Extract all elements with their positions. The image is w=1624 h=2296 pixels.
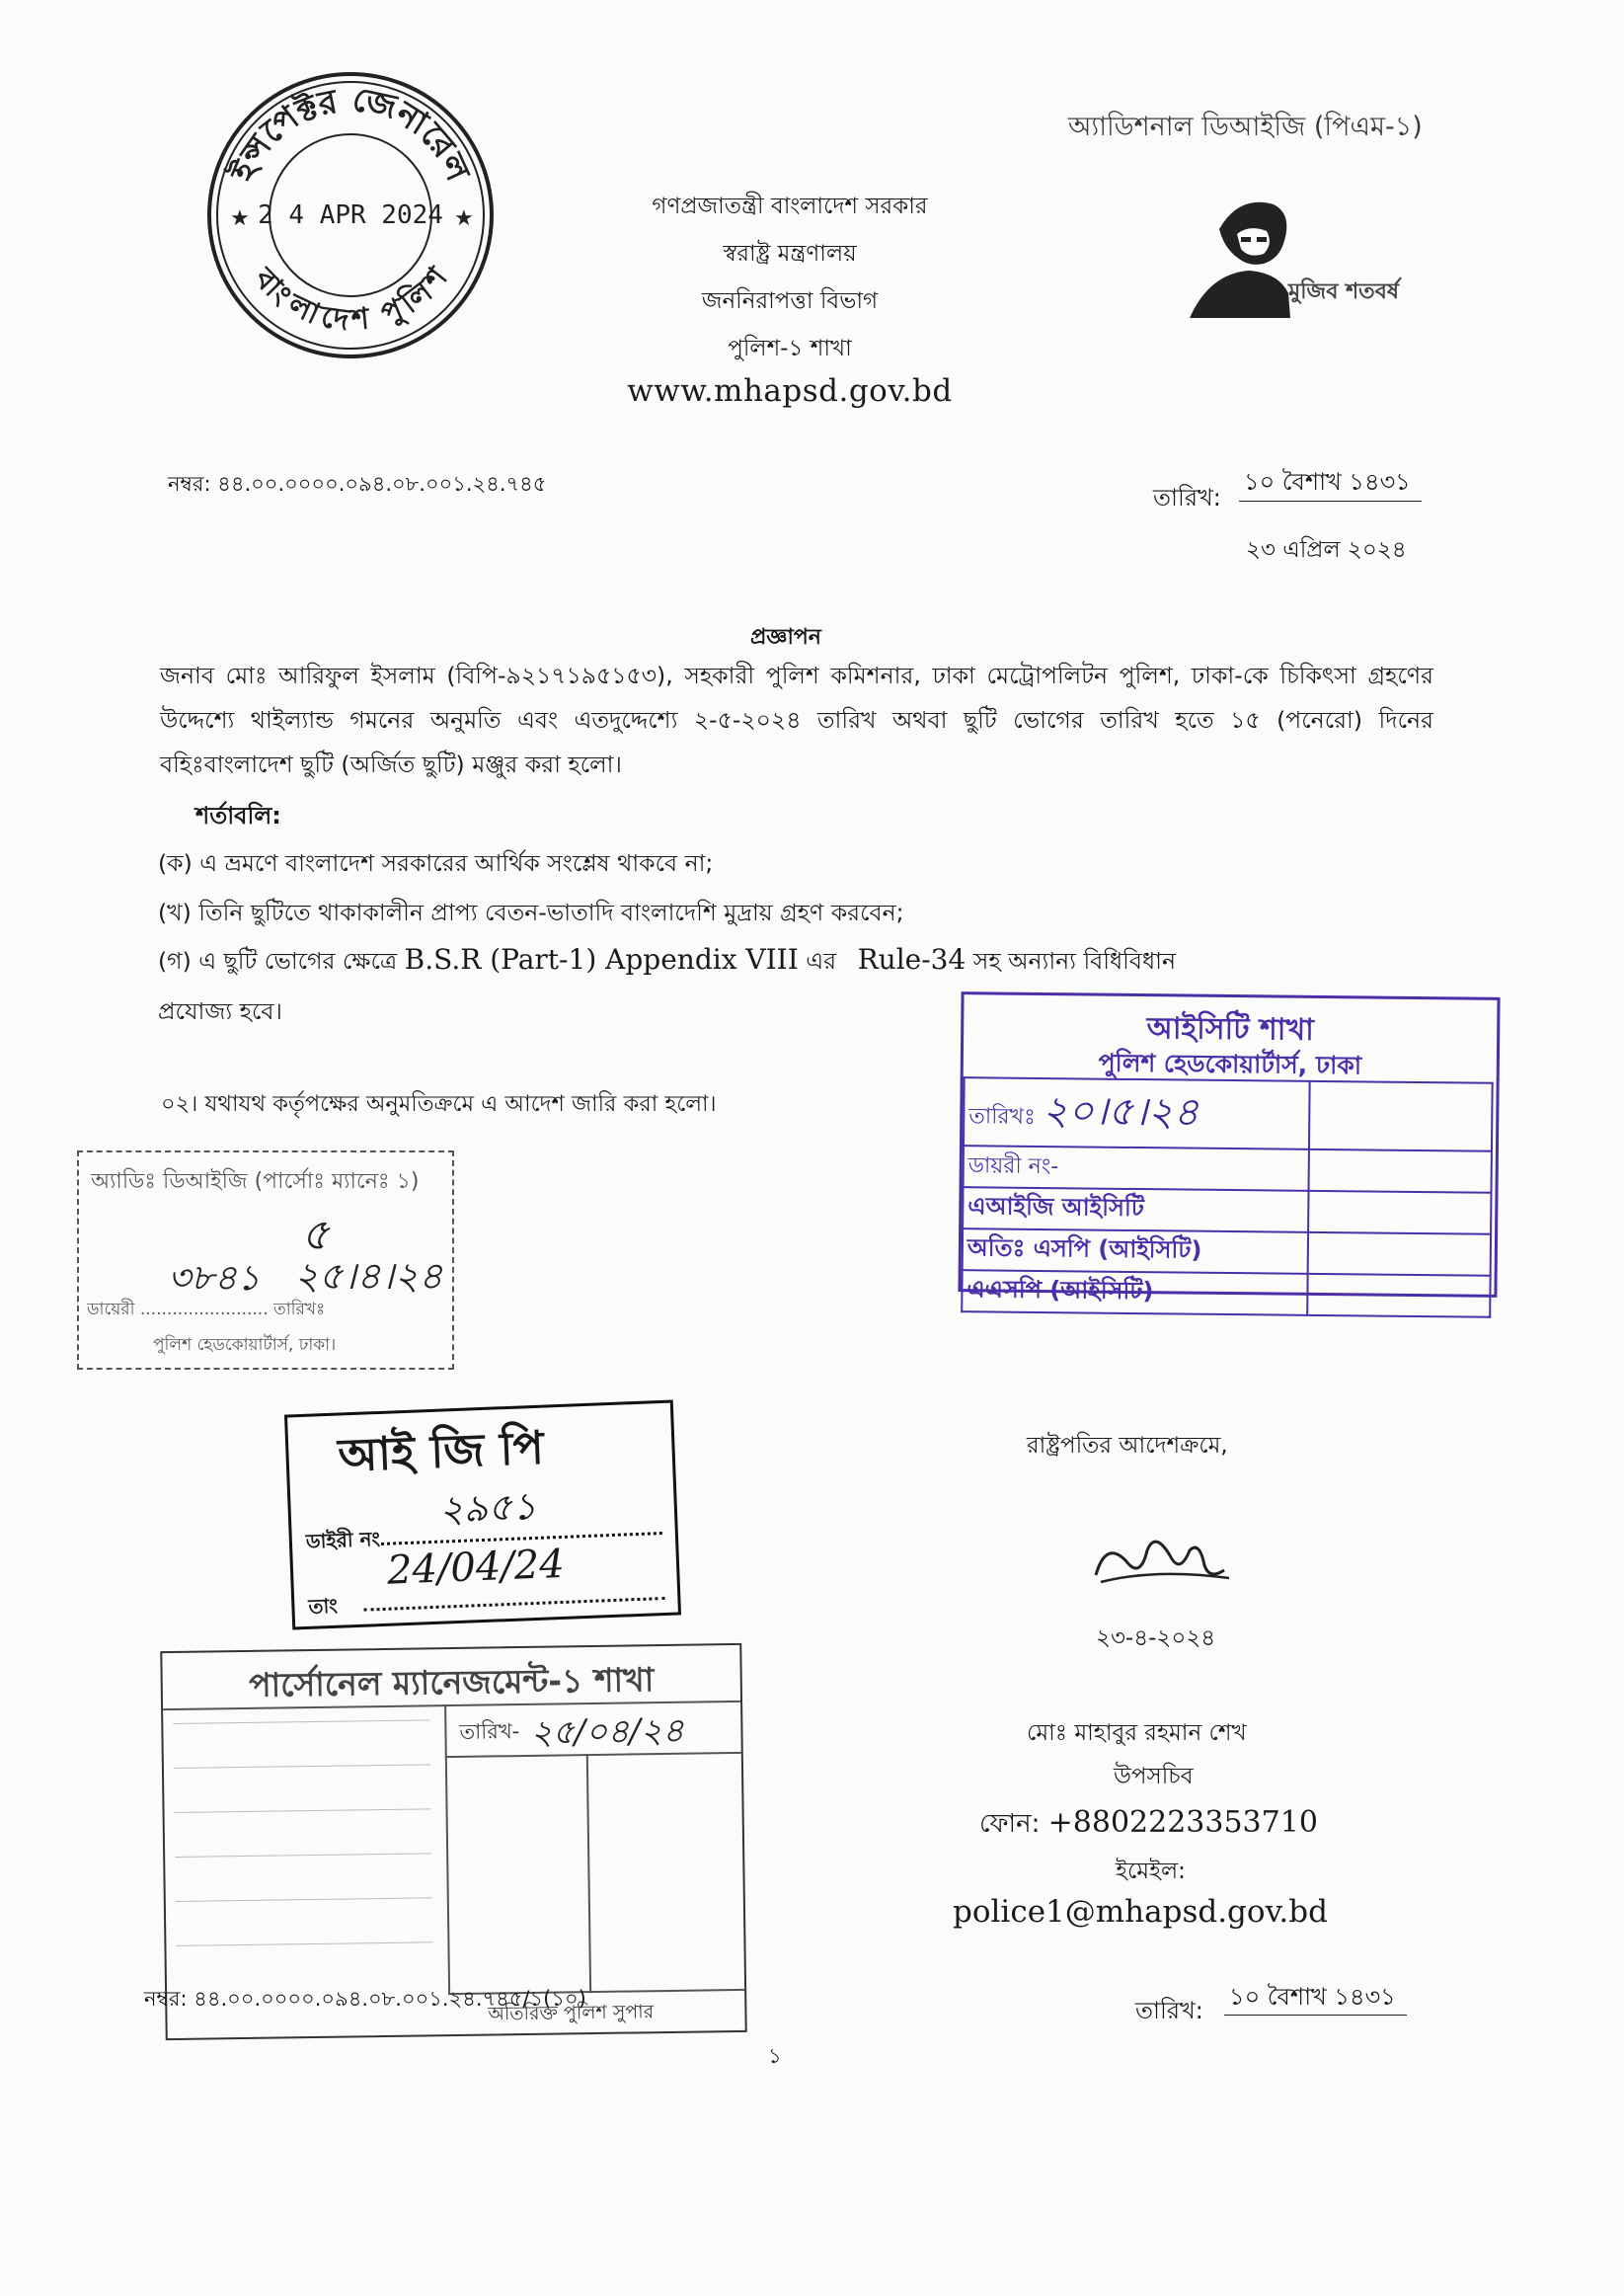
pm-faint-row-1 [173, 1718, 429, 1724]
igp-date-hand: 24/04/24 [386, 1541, 566, 1594]
pm-faint-row-2 [174, 1763, 430, 1769]
memo-number-copy: নম্বর: ৪৪.০০.০০০০.০৯৪.০৮.০০১.২৪.৭৪৫/১(১০) [144, 1987, 586, 2011]
order-line: ০২। যথাযথ কর্তৃপক্ষের অনুমতিক্রমে এ আদেশ জারি করা হলো। [161, 1091, 717, 1117]
dig-diary-line: ডায়েরী ........................ তারিখঃ [87, 1300, 326, 1319]
condition-1: (ক) এ ভ্রমণে বাংলাদেশ সরকারের আর্থিক সংশ্লেষ থাকবে না; [158, 849, 714, 877]
igp-diary-label: ডাইরী নং [305, 1527, 381, 1553]
condition-3-rule-ref: B.S.R (Part-1) Appendix VIII [404, 943, 799, 976]
date-label: তারিখ: [1153, 484, 1221, 512]
condition-3 [158, 943, 1176, 982]
pm-date-hand: ২৫/০৪/২৪ [530, 1710, 685, 1753]
igp-number-hand: ২৯৫১ [437, 1483, 538, 1532]
pm-date-label: তারিখ- [459, 1719, 520, 1744]
ict-row-asp-right [1307, 1274, 1490, 1317]
memo-number: নম্বর: ৪৪.০০.০০০০.০৯৪.০৮.০০১.২৪.৭৪৫ [168, 472, 547, 496]
condition-2: (খ) তিনি ছুটিতে থাকাকালীন প্রাপ্য বেতন-ভাতাদি বাংলাদেশি মুদ্রায় গ্রহণ করবেন; [158, 899, 904, 926]
inspector-general-seal [202, 67, 499, 363]
seal-bottom-text: বাংলাদেশ পুলিশ [247, 261, 455, 339]
pm-faint-row-6 [176, 1940, 432, 1946]
conditions-heading: শর্তাবলি: [195, 802, 281, 830]
ict-row-aig: এআইজি আইসিটি [963, 1187, 1308, 1232]
condition-3-end: প্রযোজ্য হবে। [158, 997, 282, 1025]
ict-row-diary-right [1309, 1149, 1492, 1193]
addl-dig-stamp [77, 1150, 454, 1370]
section-name: পুলিশ-১ শাখা [728, 336, 852, 361]
signatory-phone [979, 1803, 1318, 1847]
by-order-of-president: রাষ্ট্রপতির আদেশক্রমে, [1027, 1433, 1228, 1459]
date2-bangla: ১০ বৈশাখ ১৪৩১ [1229, 1983, 1396, 2011]
dig-date-hand: ২৫।৪।২৪ [294, 1254, 443, 1298]
email-address[interactable]: police1@mhapsd.gov.bd [953, 1894, 1328, 1930]
pm-faint-row-3 [175, 1807, 431, 1813]
website-link[interactable]: www.mhapsd.gov.bd [627, 373, 953, 409]
signature-date: ২৩-৪-২০২৪ [1096, 1625, 1216, 1651]
mujib-borsho-emblem [1180, 190, 1399, 320]
seal-date: 2 4 APR 2024 [258, 200, 443, 230]
dig-stamp-title: অ্যাডিঃ ডিআইজি (পার্সোঃ ম্যানেঃ ১) [91, 1169, 420, 1194]
date2-divider [1224, 2015, 1407, 2016]
igp-date-label: তাং [307, 1593, 339, 1619]
ict-row-aig-right [1308, 1191, 1491, 1234]
ict-row-addl-sp: অতিঃ এসপি (আইসিটি) [963, 1228, 1308, 1274]
ict-stamp-table [961, 1076, 1493, 1318]
igp-stamp-title: আই জি পি [337, 1420, 545, 1482]
page-number: ১ [768, 2044, 782, 2068]
pm-footer: অতিরিক্ত পুলিশ সুপার [488, 2001, 655, 2025]
pm-faint-row-5 [176, 1896, 432, 1902]
ict-row-date [964, 1077, 1310, 1149]
seal-top-text: ইন্সপেক্টর জেনারেল [223, 79, 478, 188]
condition-3-part-a: (গ) এ ছুটি ভোগের ক্ষেত্রে [158, 947, 398, 975]
ict-section-stamp [958, 991, 1500, 1306]
pm-stamp-title: পার্সোনেল ম্যানেজমেন্ট-১ শাখা [248, 1660, 655, 1704]
seal-star-left: ★ [230, 206, 250, 231]
phone-number[interactable]: +8802223353710 [1047, 1805, 1318, 1840]
date-divider [1239, 501, 1422, 502]
personnel-management-stamp [160, 1643, 746, 2040]
igp-stamp [284, 1400, 681, 1630]
ict-date-hand: ২০।৫।২৪ [1042, 1088, 1199, 1136]
pm-vline-1 [444, 1704, 450, 1995]
email-label: ইমেইল: [1116, 1859, 1186, 1884]
govt-name: গণপ্রজাতন্ত্রী বাংলাদেশ সরকার [652, 194, 928, 219]
date2-label: তারিখ: [1135, 1997, 1203, 2024]
ict-row-asp: এএসপি (আইসিটি) [962, 1270, 1307, 1315]
pm-vline-2 [586, 1754, 591, 1993]
emblem-text: মুজিব শতবর্ষ [1288, 279, 1399, 304]
notice-heading: প্রজ্ঞাপন [750, 625, 821, 650]
ict-row-addl-sp-right [1308, 1232, 1491, 1276]
division-name: জননিরাপত্তা বিভাগ [701, 288, 879, 314]
handwritten-signature [1086, 1521, 1234, 1600]
date-english: ২৩ এপ্রিল ২০২৪ [1246, 537, 1407, 563]
ict-stamp-title: আইসিটি শাখা [1146, 1011, 1315, 1048]
dig-diary-hand: ৩৮৪১ [168, 1258, 261, 1299]
signatory-designation: উপসচিব [1114, 1764, 1194, 1789]
condition-3-part-e: সহ অন্যান্য বিধিবিধান [972, 947, 1176, 975]
dig-office: পুলিশ হেডকোয়ার্টার্স, ঢাকা। [153, 1335, 337, 1355]
ict-stamp-subtitle: পুলিশ হেডকোয়ার্টার্স, ঢাকা [1098, 1048, 1362, 1080]
pm-faint-row-4 [175, 1852, 431, 1858]
seal-star-right: ★ [454, 206, 474, 231]
signatory-name: মোঃ মাহাবুর রহমান শেখ [1027, 1720, 1247, 1746]
ict-row-date-right [1309, 1081, 1493, 1151]
additional-dig-note: অ্যাডিশনাল ডিআইজি (পিএম-১) [1068, 112, 1423, 142]
ict-date-label: তারিখঃ [968, 1104, 1036, 1130]
date-bangla: ১০ বৈশাখ ১৪৩১ [1244, 468, 1411, 496]
condition-3-part-c: এর [806, 947, 837, 975]
ict-row-diary: ডায়রী নং- [964, 1146, 1309, 1191]
ministry-name: স্বরাষ্ট্র মন্ত্রণালয় [723, 241, 857, 267]
igp-date-dots [364, 1597, 665, 1612]
phone-label: ফোন: [979, 1809, 1041, 1839]
notice-body: জনাব মোঃ আরিফুল ইসলাম (বিপি-৯২১৭১৯৫১৫৩), সহকারী পুলিশ কমিশনার, ঢাকা মেট্রোপলিটন পুলিশ, ঢাকা-কে চিকিৎসা গ্রহণের উদ্দেশ্যে থাইল্যান্ড গমনের অনুমতি এবং এতদুদ্দেশ্যে ২-৫-২০২৪ তারিখ অথবা ছুটি ভোগের তারিখ হতে ১৫ (পনেরো) দিনের বহিঃবাংলাদেশ ছুটি (অর্জিত ছুটি) মঞ্জুর করা হলো। [160, 662, 1433, 778]
dig-hand-mark: ৫ [301, 1210, 330, 1260]
condition-3-rule-number: Rule-34 [857, 943, 967, 976]
